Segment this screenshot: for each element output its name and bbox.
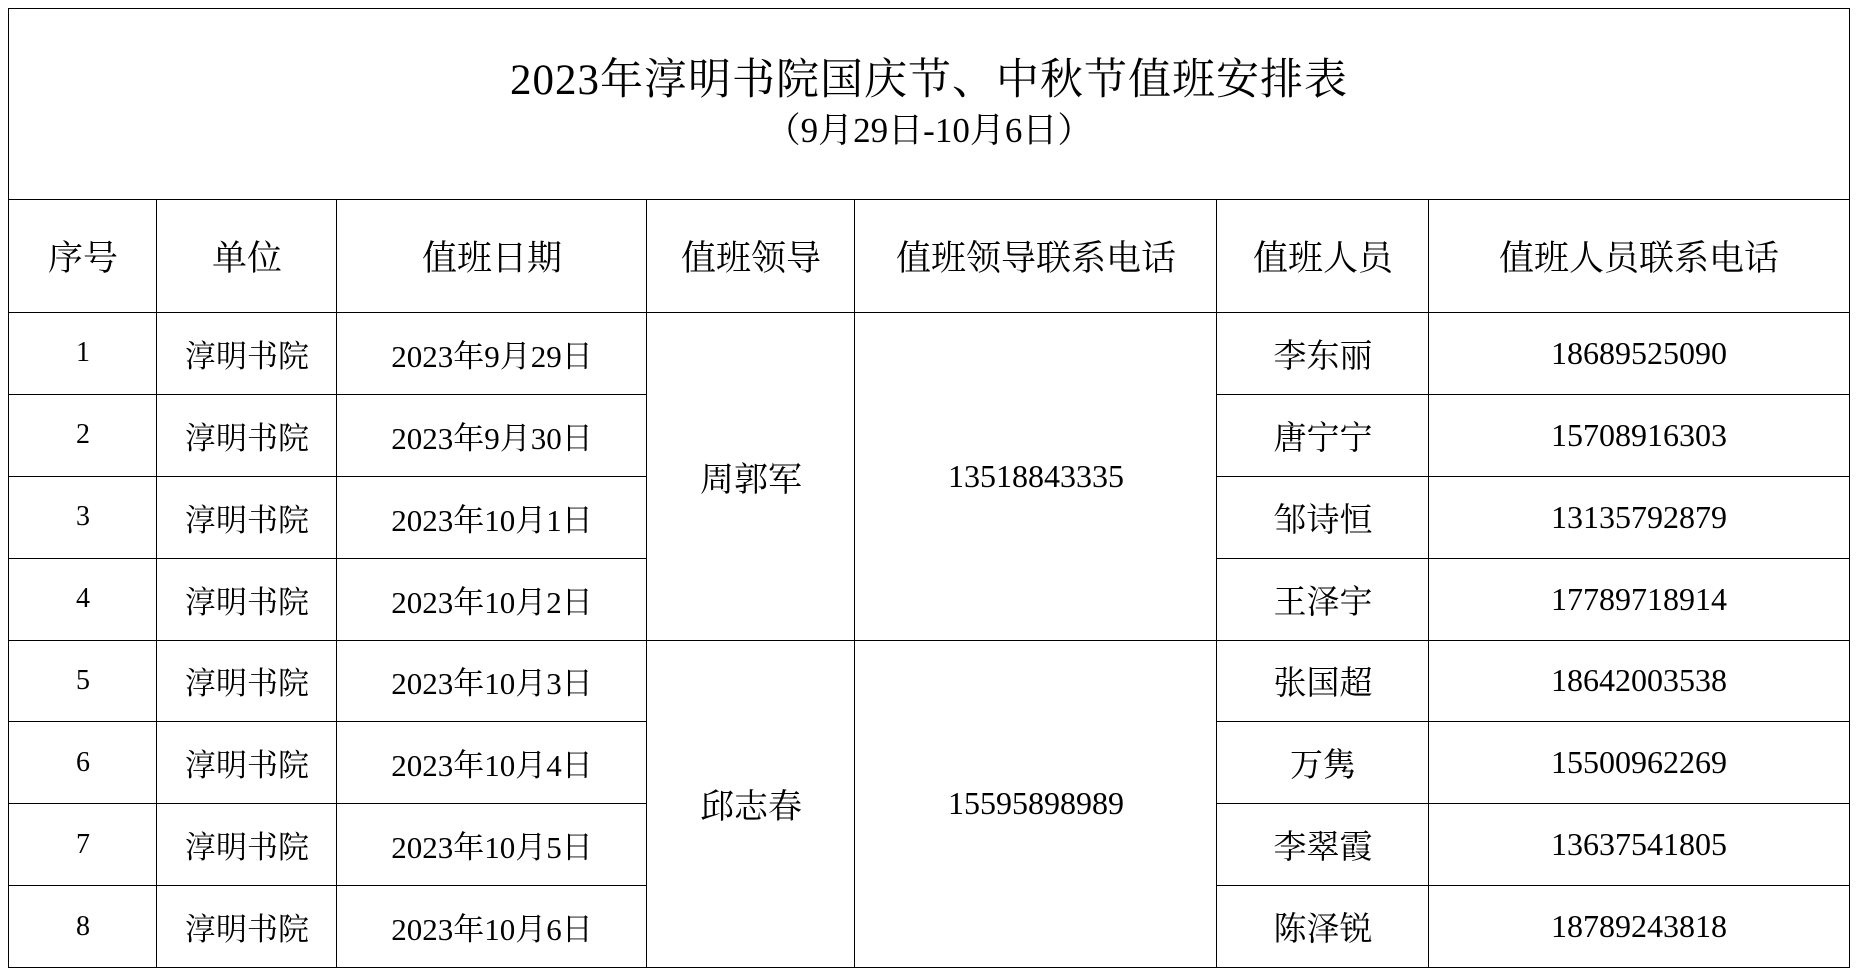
cell-date: 2023年10月2日 bbox=[337, 558, 647, 640]
cell-index: 6 bbox=[9, 722, 157, 804]
cell-staff: 陈泽锐 bbox=[1217, 886, 1429, 968]
cell-staff: 李东丽 bbox=[1217, 313, 1429, 395]
column-header-duty-date: 值班日期 bbox=[337, 200, 647, 313]
cell-date: 2023年10月6日 bbox=[337, 886, 647, 968]
table-row bbox=[9, 640, 1849, 722]
title-row bbox=[9, 9, 1849, 200]
cell-index: 3 bbox=[9, 476, 157, 558]
document-title bbox=[9, 9, 1849, 200]
cell-date: 2023年10月1日 bbox=[337, 476, 647, 558]
cell-index: 1 bbox=[9, 313, 157, 395]
cell-index: 8 bbox=[9, 886, 157, 968]
cell-unit: 淳明书院 bbox=[157, 804, 337, 886]
cell-unit: 淳明书院 bbox=[157, 558, 337, 640]
cell-staff-phone: 18689525090 bbox=[1429, 313, 1849, 395]
cell-unit: 淳明书院 bbox=[157, 886, 337, 968]
cell-staff-phone: 18642003538 bbox=[1429, 640, 1849, 722]
title-line-1: 2023年淳明书院国庆节、中秋节值班安排表 bbox=[510, 56, 1348, 104]
title-line-2: （9月29日-10月6日） bbox=[765, 111, 1093, 151]
cell-unit: 淳明书院 bbox=[157, 722, 337, 804]
cell-leader-phone: 13518843335 bbox=[855, 313, 1217, 641]
column-header-index: 序号 bbox=[9, 200, 157, 313]
cell-index: 5 bbox=[9, 640, 157, 722]
cell-date: 2023年9月29日 bbox=[337, 313, 647, 395]
column-header-unit: 单位 bbox=[157, 200, 337, 313]
cell-leader: 邱志春 bbox=[647, 640, 855, 968]
cell-leader: 周郭军 bbox=[647, 313, 855, 641]
column-header-duty-staff: 值班人员 bbox=[1217, 200, 1429, 313]
column-header-duty-leader: 值班领导 bbox=[647, 200, 855, 313]
cell-staff: 万隽 bbox=[1217, 722, 1429, 804]
cell-unit: 淳明书院 bbox=[157, 313, 337, 395]
table-row bbox=[9, 313, 1849, 395]
cell-staff: 张国超 bbox=[1217, 640, 1429, 722]
column-header-leader-phone: 值班领导联系电话 bbox=[855, 200, 1217, 313]
cell-staff: 李翠霞 bbox=[1217, 804, 1429, 886]
cell-date: 2023年10月3日 bbox=[337, 640, 647, 722]
cell-staff-phone: 18789243818 bbox=[1429, 886, 1849, 968]
cell-date: 2023年10月4日 bbox=[337, 722, 647, 804]
table-header-row bbox=[9, 200, 1849, 313]
cell-staff-phone: 15708916303 bbox=[1429, 394, 1849, 476]
cell-unit: 淳明书院 bbox=[157, 476, 337, 558]
cell-date: 2023年10月5日 bbox=[337, 804, 647, 886]
cell-staff-phone: 17789718914 bbox=[1429, 558, 1849, 640]
cell-staff-phone: 13135792879 bbox=[1429, 476, 1849, 558]
column-header-staff-phone: 值班人员联系电话 bbox=[1429, 200, 1849, 313]
duty-schedule-table bbox=[8, 8, 1849, 968]
cell-leader-phone: 15595898989 bbox=[855, 640, 1217, 968]
cell-index: 7 bbox=[9, 804, 157, 886]
cell-unit: 淳明书院 bbox=[157, 640, 337, 722]
cell-staff-phone: 13637541805 bbox=[1429, 804, 1849, 886]
cell-date: 2023年9月30日 bbox=[337, 394, 647, 476]
cell-index: 4 bbox=[9, 558, 157, 640]
cell-staff: 邹诗恒 bbox=[1217, 476, 1429, 558]
cell-staff: 王泽宇 bbox=[1217, 558, 1429, 640]
cell-index: 2 bbox=[9, 394, 157, 476]
cell-unit: 淳明书院 bbox=[157, 394, 337, 476]
cell-staff: 唐宁宁 bbox=[1217, 394, 1429, 476]
cell-staff-phone: 15500962269 bbox=[1429, 722, 1849, 804]
